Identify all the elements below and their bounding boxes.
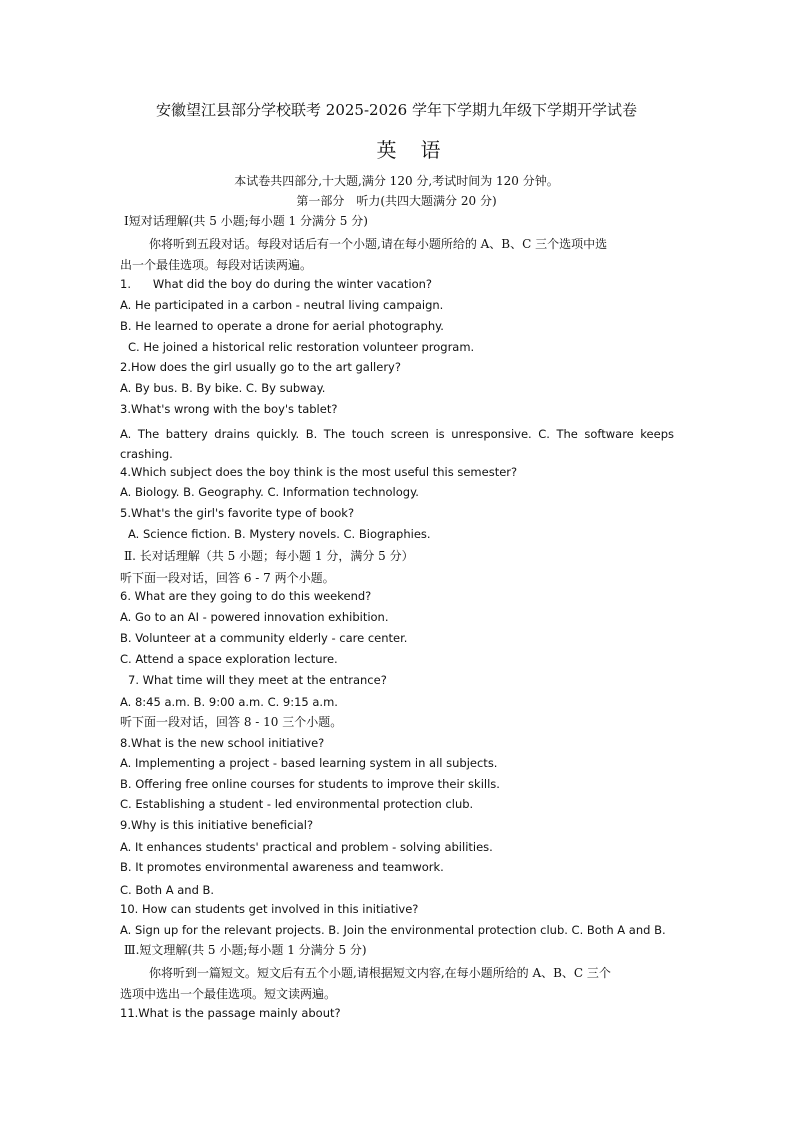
question: 6. What are they going to do this weekend? [120,589,372,603]
options: A. Sign up for the relevant projects. B. Join the environmental protection club. C. Both A and B. [120,923,666,937]
section-instruction: 你将听到一篇短文。短文后有五个小题,请根据短文内容,在每小题所给的 A、B、C 三个 [149,966,611,980]
section-instruction: 选项中选出一个最佳选项。短文读两遍。 [120,987,337,1001]
question: 9.Why is this initiative beneficial? [120,818,314,832]
section-heading: Ⅱ. 长对话理解（共 5 小题；每小题 1 分，满分 5 分） [124,549,414,563]
section-heading: Ⅲ.短文理解(共 5 小题;每小题 1 分满分 5 分) [124,943,367,957]
question: 1. What did the boy do during the winter vacation? [120,277,433,291]
option: A. Go to an AI - powered innovation exhibition. [120,610,389,624]
options: A. Biology. B. Geography. C. Information technology. [120,485,419,499]
subject-title: 英语 [376,138,465,162]
option: A. Implementing a project - based learning system in all subjects. [120,756,498,770]
section-heading: Ⅰ短对话理解(共 5 小题;每小题 1 分满分 5 分) [124,214,368,228]
listening-instruction: 听下面一段对话，回答 6 - 7 两个小题。 [120,571,335,585]
option: B. He learned to operate a drone for aerial photography. [120,319,444,333]
question: 7. What time will they meet at the entrance? [128,673,387,687]
part-heading: 第一部分 听力(共四大题满分 20 分) [296,194,497,208]
question: 4.Which subject does the boy think is the most useful this semester? [120,465,518,479]
option: C. Establishing a student - led environmental protection club. [120,797,474,811]
question: 11.What is the passage mainly about? [120,1006,341,1020]
option: A. He participated in a carbon - neutral living campaign. [120,298,444,312]
question: 2.How does the girl usually go to the art gallery? [120,360,401,374]
options: A. 8:45 a.m. B. 9:00 a.m. C. 9:15 a.m. [120,695,338,709]
options: A. Science fiction. B. Mystery novels. C. Biographies. [128,527,431,541]
question: 8.What is the new school initiative? [120,736,325,750]
option: B. Volunteer at a community elderly - care center. [120,631,408,645]
options: A. By bus. B. By bike. C. By subway. [120,381,326,395]
option: A. It enhances students' practical and problem - solving abilities. [120,840,493,854]
exam-intro: 本试卷共四部分,十大题,满分 120 分,考试时间为 120 分钟。 [234,174,559,188]
listening-instruction: 听下面一段对话，回答 8 - 10 三个小题。 [120,715,343,729]
option: B. It promotes environmental awareness and teamwork. [120,860,444,874]
exam-title: 安徽望江县部分学校联考 2025-2026 学年下学期九年级下学期开学试卷 [156,101,637,119]
option: C. Attend a space exploration lecture. [120,652,338,666]
section-instruction: 出一个最佳选项。每段对话读两遍。 [120,258,313,272]
option: B. Offering free online courses for students to improve their skills. [120,777,500,791]
question: 3.What's wrong with the boy's tablet? [120,402,338,416]
options: A. The battery drains quickly. B. The touch screen is unresponsive. C. The software keeps crashing. [120,427,674,461]
question: 5.What's the girl's favorite type of book? [120,506,355,520]
section-instruction: 你将听到五段对话。每段对话后有一个小题,请在每小题所给的 A、B、C 三个选项中选 [149,237,608,251]
option: C. He joined a historical relic restoration volunteer program. [128,340,475,354]
question: 10. How can students get involved in this initiative? [120,902,419,916]
option: C. Both A and B. [120,883,215,897]
